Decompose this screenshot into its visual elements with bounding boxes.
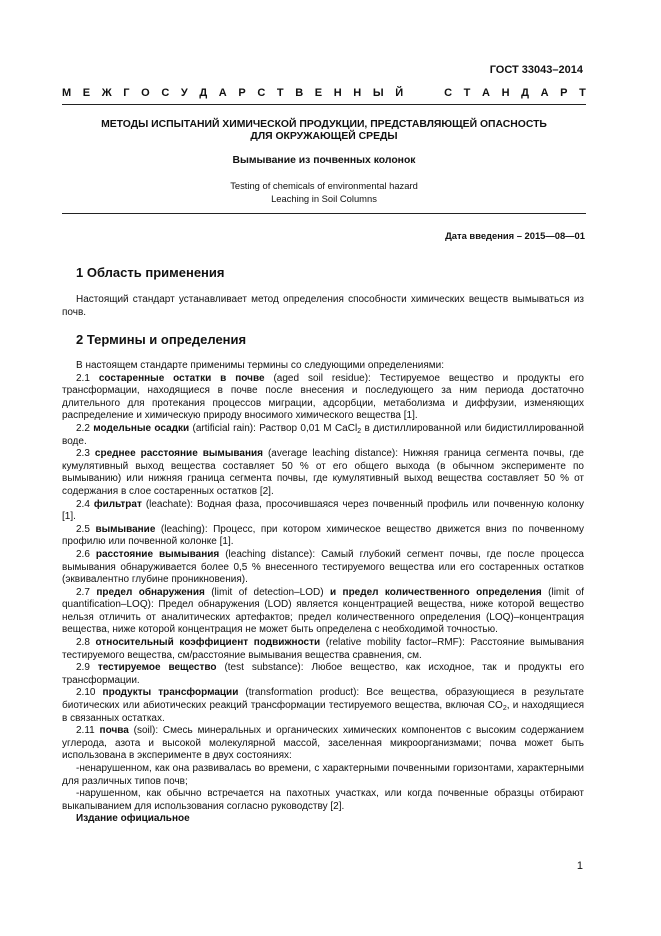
definitions-intro: В настоящем стандарте применимы термины со следующими определениями:	[76, 360, 445, 371]
banner-letter: С	[161, 87, 170, 99]
banner-letter: Е	[82, 87, 91, 99]
banner-letter: В	[295, 87, 304, 99]
banner-letter: Д	[199, 87, 208, 99]
section-1-heading: 1 Область применения	[76, 265, 225, 280]
banner-letter	[429, 87, 432, 99]
banner-letter: Н	[353, 87, 362, 99]
english-title	[62, 180, 586, 205]
title-line-1: МЕТОДЫ ИСПЫТАНИЙ ХИМИЧЕСКОЙ ПРОДУКЦИИ, ПРЕДСТАВЛЯЮЩЕЙ ОПАСНОСТЬ	[101, 119, 547, 130]
term-2-1: 2.1 состаренные остатки в почве (aged soil residue): Тестируемое вещество и продукты его трансформации, находящиеся в почве после внесения и последующего за ним периода достаточно длительного для протекания процессов миграции, адсорбции, метаболизма и диффузии, изменяющих распределение и химическую природу вносимого химического вещества [1].	[62, 372, 584, 422]
term-2-8: 2.8 относительный коэффициент подвижности (relative mobility factor–RMF): Расстояние вымывания тестируемого вещества, см/расстояние вымывания вещества сравнения, см.	[62, 637, 584, 661]
interstate-standard-banner	[62, 87, 586, 99]
banner-letter: У	[180, 87, 188, 99]
banner-letter: Ы	[372, 87, 384, 99]
banner-letter: Т	[579, 87, 586, 99]
official-edition-note: Издание официальное	[76, 813, 190, 825]
document-subtitle: Вымывание из почвенных колонок	[232, 155, 416, 166]
section-1-text	[62, 294, 584, 319]
section-2-text	[62, 360, 584, 826]
term-2-10: 2.10 продукты трансформации (transformation product): Все вещества, образующиеся в результате биотических или абиотических реакций трансформации тестируемого вещества, включая $CO_2$, и находящиеся в связанных остатках.	[62, 687, 584, 724]
term-2-4: 2.4 фильтрат (leachate): Водная фаза, просочившаяся через почвенный профиль или почвенную колонку [1].	[62, 498, 584, 523]
banner-letter: Н	[333, 87, 342, 99]
term-2-2: 2.2 модельные осадки (artificial rain): Раствор 0,01 М CaCl$_2$ в дистиллированной или бидистиллированной воде.	[62, 422, 585, 447]
banner-letter: Е	[314, 87, 323, 99]
banner-letter: О	[141, 87, 150, 99]
banner-letter: М	[62, 87, 72, 99]
banner-letter: А	[540, 87, 549, 99]
scope-paragraph: Настоящий стандарт устанавливает метод определения способности химических веществ вымываться из почв.	[62, 294, 584, 318]
english-title-line-2: Leaching in Soil Columns	[271, 192, 377, 204]
banner-letter: Н	[501, 87, 510, 99]
banner-letter: Т	[463, 87, 471, 99]
banner-letter	[415, 87, 418, 99]
term-2-7: 2.7 предел обнаружения (limit of detection–LOD) и предел количественного определения (limit of quantification–LOQ): Предел обнаружения (LOD) является концентрацией вещества, ниже которой вещество нельзя отличить от аналитических артефактов; предел количественного определения (LOQ)–концентрация вещества, ниже которой концентрация не может быть определена с необходимой точностью.	[62, 586, 584, 636]
introduction-date: Дата введения – 2015—08—01	[445, 230, 585, 241]
title-line-2: ДЛЯ ОКРУЖАЮЩЕЙ СРЕДЫ	[250, 131, 398, 142]
term-2-9: 2.9 тестируемое вещество (test substance): Любое вещество, как исходное, так и продукты его трансформации.	[62, 662, 585, 686]
soil-state-undisturbed: -ненарушенном, как она развивалась во времени, с характерными почвенными горизонтами, характерными для различных типов почв;	[62, 763, 584, 787]
document-title	[62, 119, 586, 143]
banner-letter: С	[257, 87, 266, 99]
banner-letter: Ж	[101, 87, 112, 99]
soil-state-disturbed: -нарушенном, как обычно встречается на пахотных участках, или когда почвенные образцы отбирают выкапыванием для использования согласно руководству [2].	[62, 788, 584, 812]
banner-letter: Й	[395, 87, 404, 99]
term-2-11: 2.11 почва (soil): Смесь минеральных и органических химических компонентов с высоким содержанием углерода, азота и высокой молекулярной массой, заселенная микроорганизмами; почва может быть использована в эксперименте в двух состояниях:	[62, 725, 585, 762]
banner-letter: А	[482, 87, 490, 99]
english-title-line-1: Testing of chemicals of environmental hazard	[230, 180, 418, 191]
section-2-heading: 2 Термины и определения	[76, 332, 247, 347]
top-divider	[62, 104, 586, 105]
bottom-divider	[62, 213, 586, 214]
term-2-3: 2.3 среднее расстояние вымывания (average leaching distance): Нижняя граница сегмента почвы, где кумулятивный выход вещества составляет 50 % от его общего выхода (в обычном эксперименте по вымыванию) или нижняя граница сегмента почвы, где кумулятивный выход вещества составляет 50 % от содержания в слое состаренных остатков [2].	[62, 448, 584, 497]
banner-letter: С	[444, 87, 453, 99]
banner-letter: А	[218, 87, 227, 99]
term-2-5: 2.5 вымывание (leaching): Процесс, при котором химическое вещество движется вниз по почвенному профилю или почвенной колонке [1].	[62, 523, 584, 548]
standard-number: ГОСТ 33043–2014	[489, 64, 583, 76]
page-number: 1	[576, 860, 583, 872]
term-2-6: 2.6 расстояние вымывания (leaching distance): Самый глубокий сегмент почвы, где после процесса вымывания обнаруживается более 0,5 % внесенного тестируемого вещества или его состаренных остатков (эквивалентно глубине проникновения).	[62, 548, 584, 586]
banner-letter: Р	[560, 87, 568, 99]
banner-letter: Г	[123, 87, 130, 99]
banner-letter: Р	[238, 87, 246, 99]
banner-letter: Т	[276, 87, 284, 99]
banner-letter: Д	[521, 87, 529, 99]
